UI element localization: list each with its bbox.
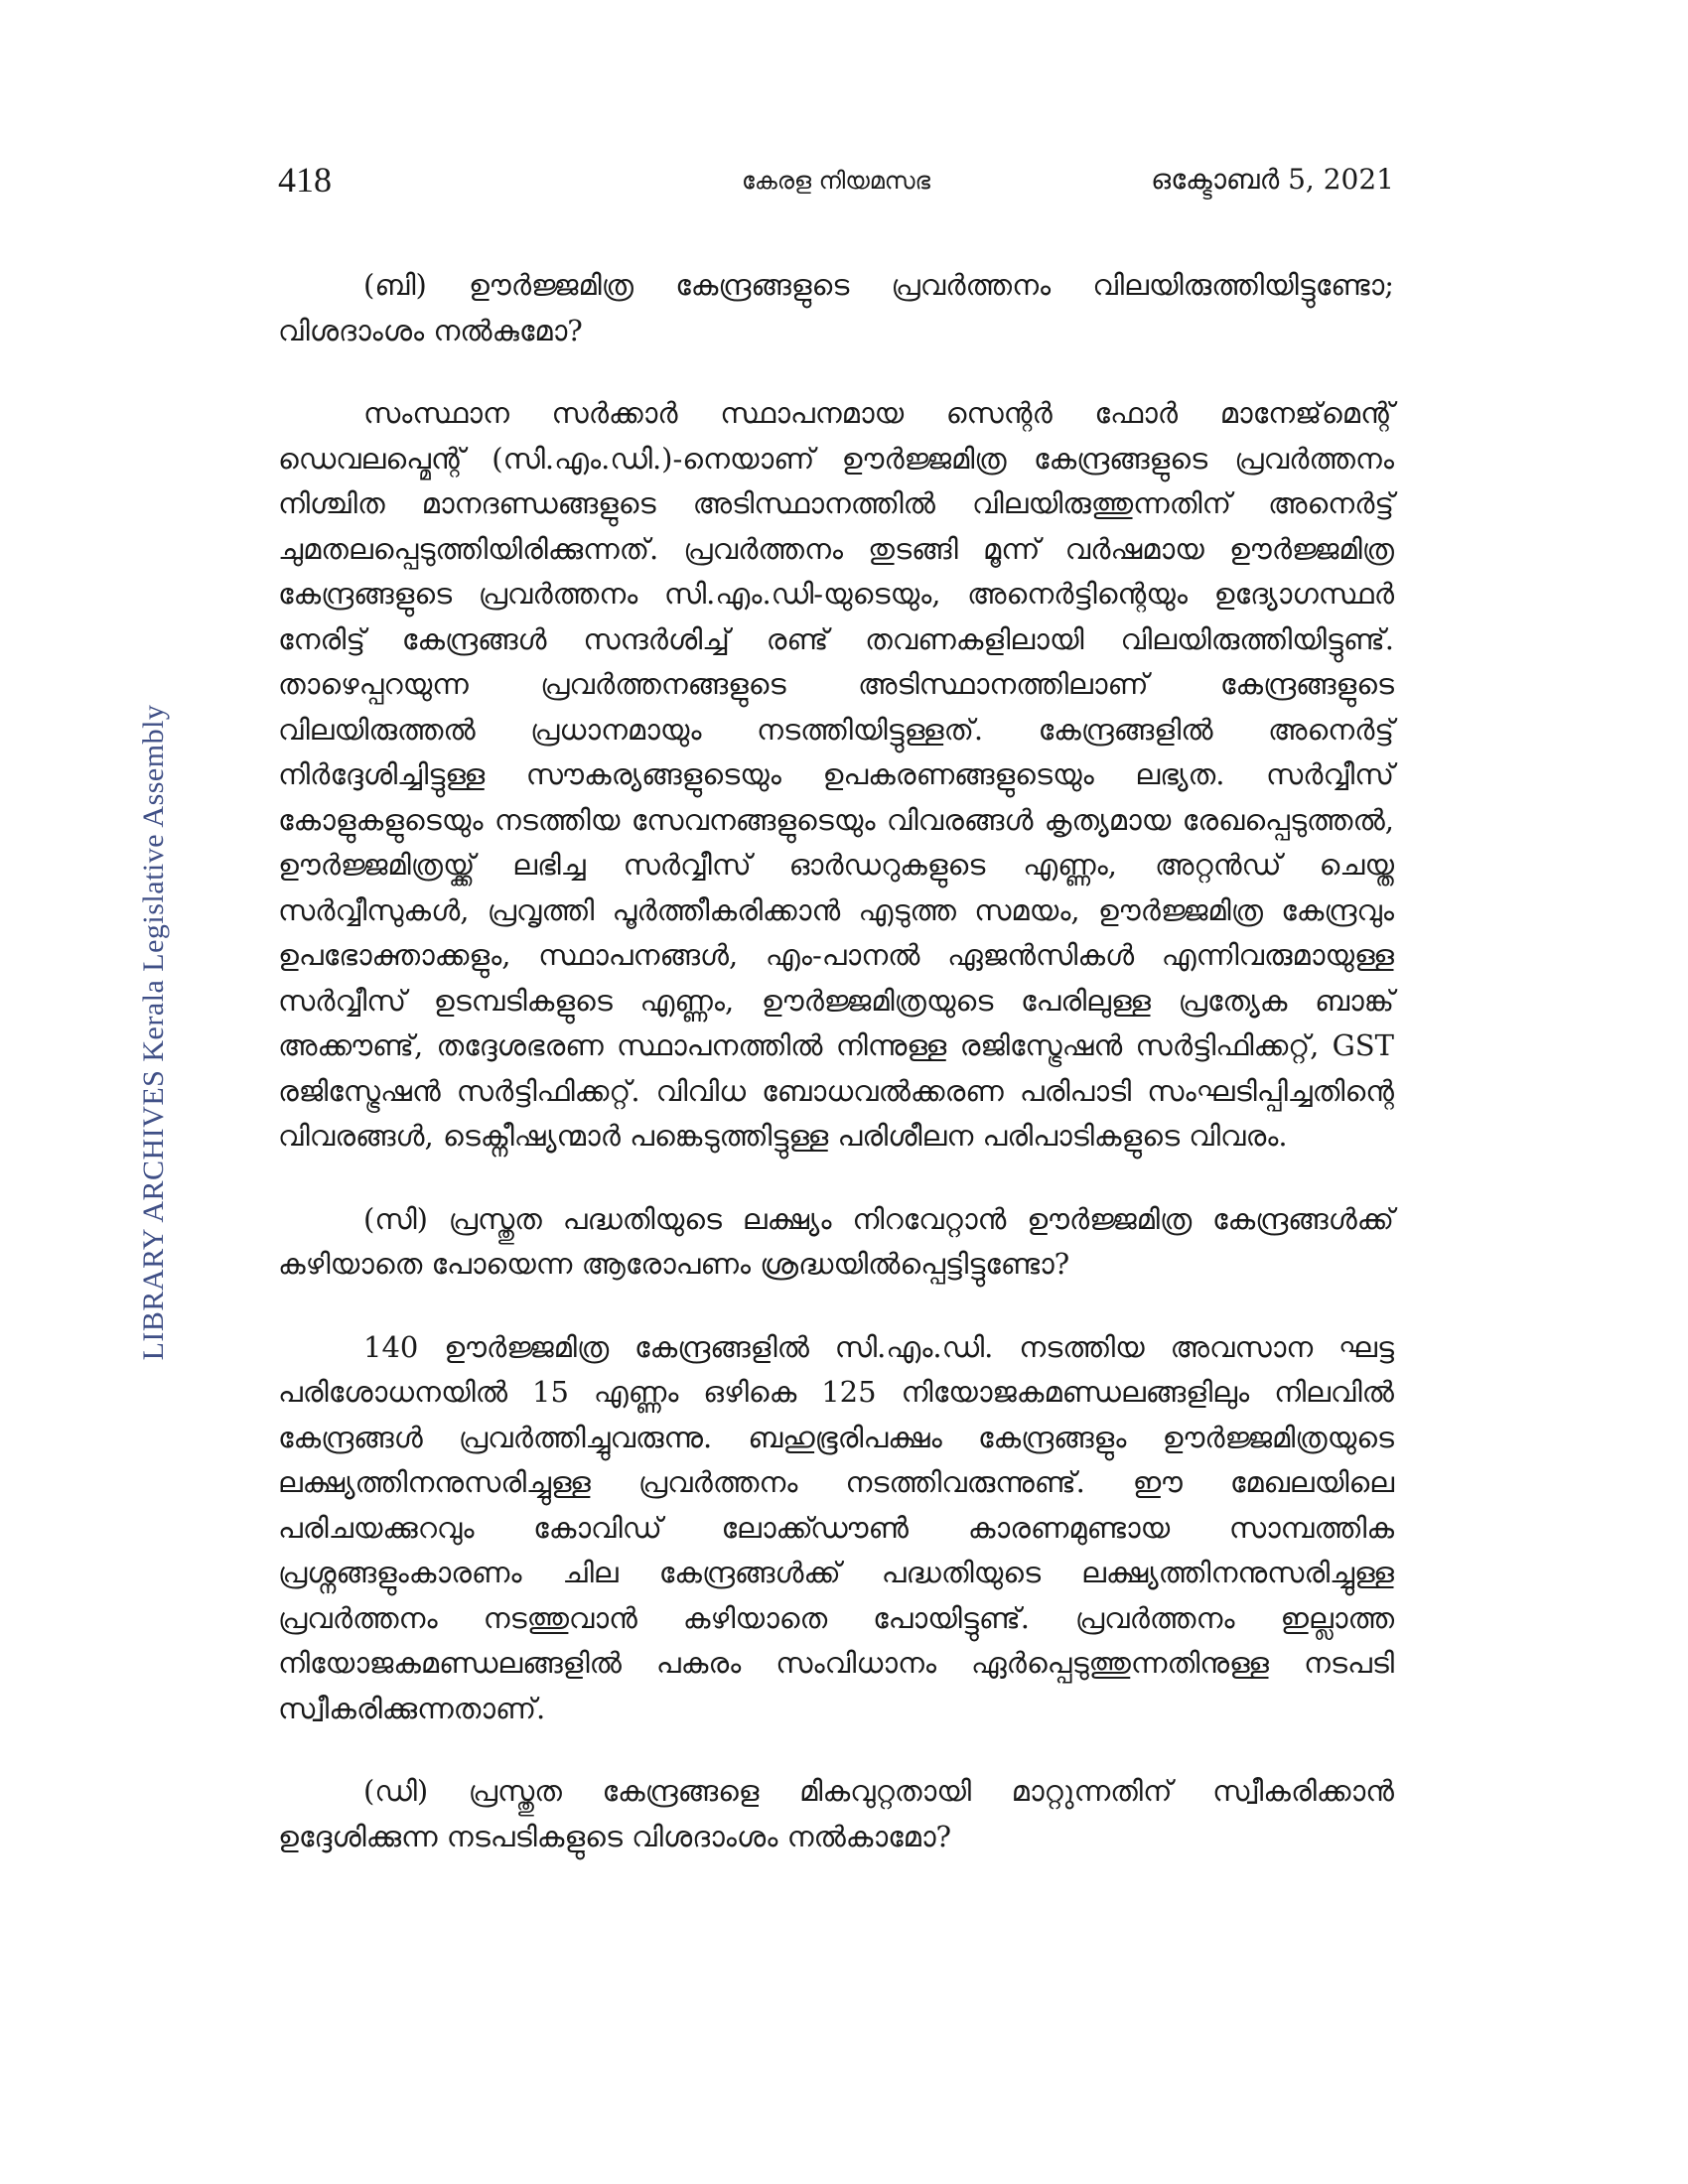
answer-c: 140 ഊർജ്ജമിത്ര കേന്ദ്രങ്ങളിൽ സി.എം.ഡി. നടത്തിയ അവസാന ഘട്ട പരിശോധനയിൽ 15 എണ്ണം ഒഴികെ 125 നിയോജകമണ്ഡലങ്ങളിലും നിലവിൽ കേന്ദ്രങ്ങൾ പ്രവർത്തിച്ചുവരുന്നു. ബഹുഭൂരിപക്ഷം കേന്ദ്രങ്ങളും ഊർജ്ജമിത്രയുടെ ലക്ഷ്യത്തിനനുസരിച്ചുള്ള പ്രവർത്തനം നടത്തിവരുന്നുണ്ട്. ഈ മേഖലയിലെ പരിചയക്കുറവും കോവിഡ് ലോക്ക്ഡൗൺ കാരണമുണ്ടായ സാമ്പത്തിക പ്രശ്നങ്ങളുംകാരണം ചില കേന്ദ്രങ്ങൾക്ക് പദ്ധതിയുടെ ലക്ഷ്യത്തിനനുസരിച്ചുള്ള പ്രവർത്തനം നടത്തുവാൻ കഴിയാതെ പോയിട്ടുണ്ട്. പ്രവർത്തനം ഇല്ലാത്ത നിയോജകമണ്ഡലങ്ങളിൽ പകരം സംവിധാനം ഏർപ്പെടുത്തുന്നതിനുള്ള നടപടി സ്വീകരിക്കുന്നതാണ്. (278, 1329, 1394, 1725)
question-d: (ഡി) പ്രസ്തുത കേന്ദ്രങ്ങളെ മികവുറ്റതായി മാറ്റുന്നതിന് സ്വീകരിക്കാൻ ഉദ്ദേശിക്കുന്ന നടപടികളുടെ വിശദാംശം നൽകാമോ? (278, 1774, 1394, 1853)
page-header (278, 159, 1394, 208)
archive-watermark: LIBRARY ARCHIVES Kerala Legislative Assembly (137, 704, 170, 1361)
question-c: (സി) പ്രസ്തുത പദ്ധതിയുടെ ലക്ഷ്യം നിറവേറ്റാൻ ഊർജ്ജമിത്ര കേന്ദ്രങ്ങൾക്ക് കഴിയാതെ പോയെന്ന ആരോപണം ശ്രദ്ധയിൽപ്പെട്ടിട്ടുണ്ടോ? (278, 1201, 1394, 1281)
header-date: ഒക്ടോബർ 5, 2021 (1151, 163, 1394, 196)
journal-title: കേരള നിയമസഭ (741, 167, 931, 195)
page-number: 418 (278, 160, 332, 200)
question-b: (ബി) ഊർജ്ജമിത്ര കേന്ദ്രങ്ങളുടെ പ്രവർത്തനം വിലയിരുത്തിയിട്ടുണ്ടോ; വിശദാംശം നൽകുമോ? (278, 268, 1394, 347)
body-text (278, 263, 1394, 1859)
answer-b: സംസ്ഥാന സർക്കാർ സ്ഥാപനമായ സെന്റർ ഫോർ മാനേജ്‌മെന്റ് ഡെവലപ്മെന്റ് (സി.എം.ഡി.)-നെയാണ് ഊർജ്ജമിത്ര കേന്ദ്രങ്ങളുടെ പ്രവർത്തനം നിശ്ചിത മാനദണ്ഡങ്ങളുടെ അടിസ്ഥാനത്തിൽ വിലയിരുത്തുന്നതിന് അനെർട്ട് ചുമതലപ്പെടുത്തിയിരിക്കുന്നത്. പ്രവർത്തനം തുടങ്ങി മൂന്ന് വർഷമായ ഊർജ്ജമിത്ര കേന്ദ്രങ്ങളുടെ പ്രവർത്തനം സി.എം.ഡി-യുടെയും, അനെർട്ടിന്റെയും ഉദ്യോഗസ്ഥർ നേരിട്ട് കേന്ദ്രങ്ങൾ സന്ദർശിച്ച് രണ്ട് തവണകളിലായി വിലയിരുത്തിയിട്ടുണ്ട്. താഴെപ്പറയുന്ന പ്രവർത്തനങ്ങളുടെ അടിസ്ഥാനത്തിലാണ് കേന്ദ്രങ്ങളുടെ വിലയിരുത്തൽ പ്രധാനമായും നടത്തിയിട്ടുള്ളത്. കേന്ദ്രങ്ങളിൽ അനെർട്ട് നിർദ്ദേശിച്ചിട്ടുള്ള സൗകര്യങ്ങളുടെയും ഉപകരണങ്ങളുടെയും ലഭ്യത. സർവ്വീസ് കോളുകളുടെയും നടത്തിയ സേവനങ്ങളുടെയും വിവരങ്ങൾ കൃത്യമായ രേഖപ്പെടുത്തൽ, ഊർജ്ജമിത്രയ്ക്ക് ലഭിച്ച സർവ്വീസ് ഓർഡറുകളുടെ എണ്ണം, അറ്റൻഡ് ചെയ്ത സർവ്വീസുകൾ, പ്രവൃത്തി പൂർത്തീകരിക്കാൻ എടുത്ത സമയം, ഊർജ്ജമിത്ര കേന്ദ്രവും ഉപഭോക്താക്കളും, സ്ഥാപനങ്ങൾ, എം-പാനൽ ഏജൻസികൾ എന്നിവരുമായുള്ള സർവ്വീസ് ഉടമ്പടികളുടെ എണ്ണം, ഊർജ്ജമിത്രയുടെ പേരിലുള്ള പ്രത്യേക ബാങ്ക് അക്കൗണ്ട്, തദ്ദേശഭരണ സ്ഥാപനത്തിൽ നിന്നുള്ള രജിസ്ട്രേഷൻ സർട്ടിഫിക്കറ്റ്, GST രജിസ്ട്രേഷൻ സർട്ടിഫിക്കറ്റ്. വിവിധ ബോധവൽക്കരണ പരിപാടി സംഘടിപ്പിച്ചതിന്റെ വിവരങ്ങൾ, ടെക്നീഷ്യന്മാർ പങ്കെടുത്തിട്ടുള്ള പരിശീലന പരിപാടികളുടെ വിവരം. (278, 396, 1394, 1153)
